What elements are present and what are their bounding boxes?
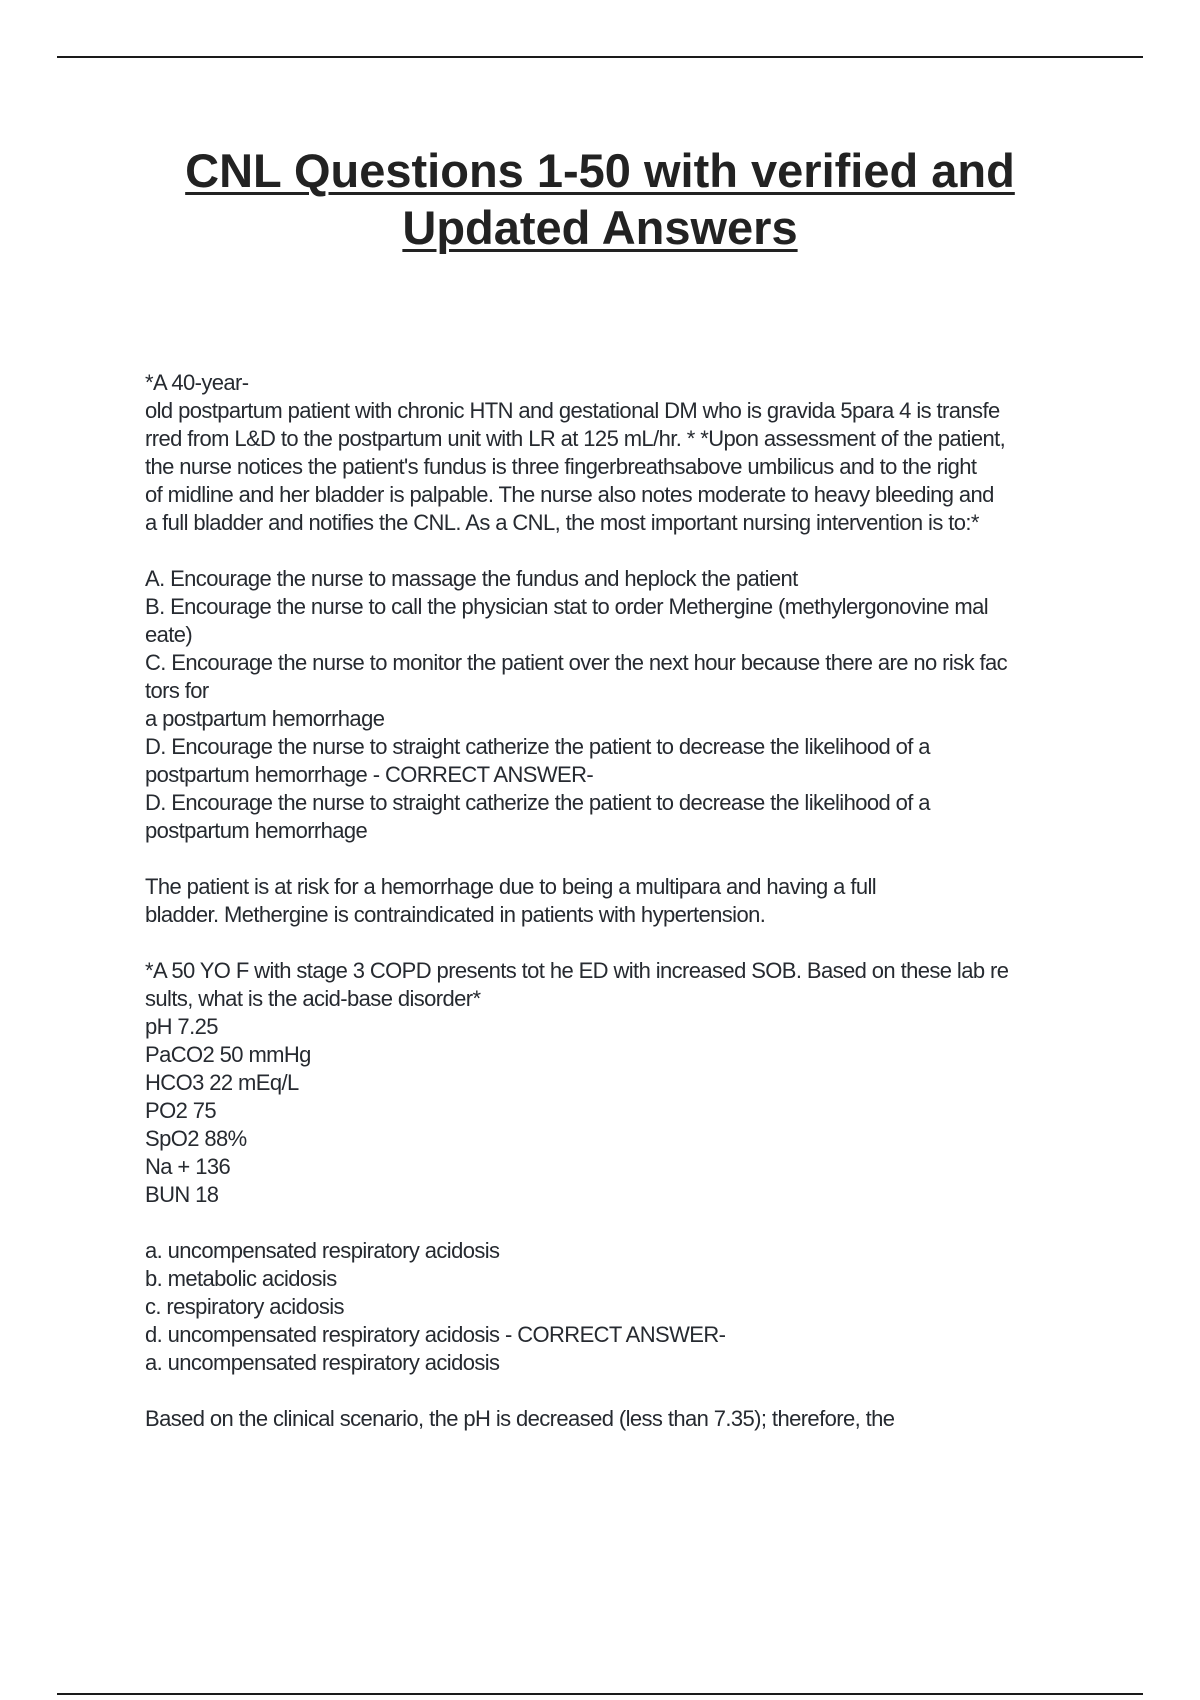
question-2	[145, 957, 1095, 1433]
spacer	[145, 1209, 1095, 1237]
spacer	[145, 845, 1095, 873]
document-body	[145, 369, 1095, 1433]
option-line: B. Encourage the nurse to call the physician stat to order Methergine (methylergonovine mal	[145, 594, 988, 619]
question-2-stem	[145, 957, 1095, 1209]
stem-line: of midline and her bladder is palpable. The nurse also notes moderate to heavy bleeding and	[145, 482, 994, 507]
lab-value: SpO2 88%	[145, 1126, 247, 1151]
option-line: c. respiratory acidosis	[145, 1294, 344, 1319]
stem-line: *A 40-year-	[145, 370, 249, 395]
stem-line: old postpartum patient with chronic HTN and gestational DM who is gravida 5para 4 is transfe	[145, 398, 1000, 423]
lab-value: HCO3 22 mEq/L	[145, 1070, 299, 1095]
title-line-2: Updated Answers	[402, 201, 798, 254]
option-line: a. uncompensated respiratory acidosis	[145, 1238, 500, 1263]
question-1	[145, 369, 1095, 929]
rationale-line: bladder. Methergine is contraindicated in patients with hypertension.	[145, 902, 766, 927]
answer-line: a. uncompensated respiratory acidosis	[145, 1350, 500, 1375]
option-line: A. Encourage the nurse to massage the fundus and heplock the patient	[145, 566, 798, 591]
stem-line: sults, what is the acid-base disorder*	[145, 986, 481, 1011]
header-rule	[57, 56, 1143, 58]
lab-value: PO2 75	[145, 1098, 217, 1123]
option-line: eate)	[145, 622, 193, 647]
lab-value: BUN 18	[145, 1182, 219, 1207]
option-line: C. Encourage the nurse to monitor the patient over the next hour because there are no risk fac	[145, 650, 1008, 675]
rationale-line: Based on the clinical scenario, the pH is decreased (less than 7.35); therefore, the	[145, 1406, 895, 1431]
lab-value: PaCO2 50 mmHg	[145, 1042, 311, 1067]
document-title	[0, 142, 1200, 256]
answer-line: postpartum hemorrhage	[145, 818, 368, 843]
footer-rule	[57, 1693, 1143, 1695]
stem-line: *A 50 YO F with stage 3 COPD presents tot he ED with increased SOB. Based on these lab re	[145, 958, 1009, 983]
spacer	[145, 929, 1095, 957]
spacer	[145, 537, 1095, 565]
lab-value: Na + 136	[145, 1154, 231, 1179]
question-1-options	[145, 565, 1095, 845]
question-1-stem	[145, 369, 1095, 537]
option-line: b. metabolic acidosis	[145, 1266, 337, 1291]
stem-line: a full bladder and notifies the CNL. As a CNL, the most important nursing intervention is to:*	[145, 510, 979, 535]
answer-line: D. Encourage the nurse to straight catherize the patient to decrease the likelihood of a	[145, 790, 930, 815]
rationale-line: The patient is at risk for a hemorrhage due to being a multipara and having a full	[145, 874, 877, 899]
lab-value: pH 7.25	[145, 1014, 218, 1039]
stem-line: the nurse notices the patient's fundus is three fingerbreathsabove umbilicus and to the right	[145, 454, 977, 479]
option-line: a postpartum hemorrhage	[145, 706, 385, 731]
spacer	[145, 1377, 1095, 1405]
question-2-options	[145, 1237, 1095, 1377]
stem-line: rred from L&D to the postpartum unit with LR at 125 mL/hr. * *Upon assessment of the patient,	[145, 426, 1006, 451]
option-line: tors for	[145, 678, 209, 703]
correct-answer-line: postpartum hemorrhage - CORRECT ANSWER-	[145, 762, 594, 787]
option-line: D. Encourage the nurse to straight catherize the patient to decrease the likelihood of a	[145, 734, 930, 759]
title-line-1: CNL Questions 1-50 with verified and	[185, 144, 1015, 197]
correct-answer-line: d. uncompensated respiratory acidosis - CORRECT ANSWER-	[145, 1322, 726, 1347]
question-2-rationale	[145, 1405, 1095, 1433]
question-1-rationale	[145, 873, 1095, 929]
